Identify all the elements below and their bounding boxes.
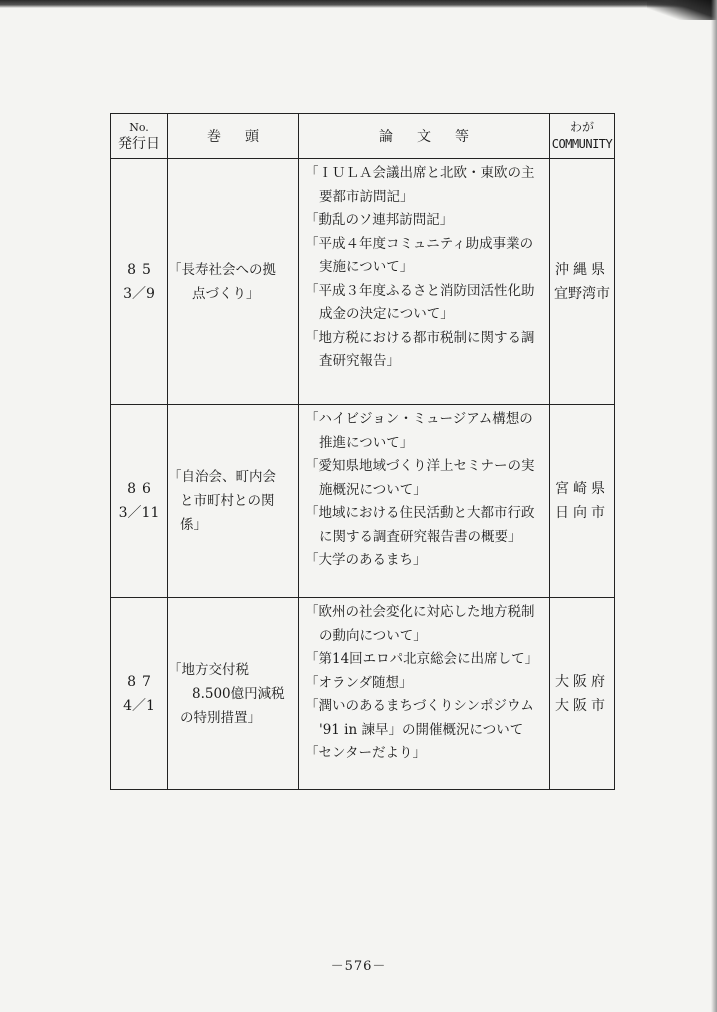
header-ronbun	[299, 114, 550, 159]
article-line: に関する調査研究報告書の概要」	[319, 528, 522, 545]
article-line: の動向について」	[319, 627, 427, 644]
scan-edge-corner	[647, 0, 717, 20]
city: 日向市	[555, 505, 609, 521]
issue-date: 3／11	[118, 505, 160, 521]
article-line: 査研究報告」	[319, 353, 400, 369]
issue-number: 86	[127, 481, 157, 497]
articles-cell	[299, 159, 550, 405]
header-no-label: No.	[129, 121, 149, 134]
article-line: 「潤いのあるまちづくりシンポジウム	[305, 698, 534, 714]
table-row	[111, 405, 615, 598]
kanto-cell	[168, 598, 299, 790]
kanto-line: 係」	[180, 517, 207, 533]
articles-cell	[299, 598, 550, 790]
article-line: 「地方税における都市税制に関する調	[305, 329, 535, 346]
kanto-line: 「地方交付税	[168, 661, 249, 678]
header-community-label: COMMUNITY	[551, 137, 613, 151]
issue-number: 85	[127, 261, 157, 278]
issue-cell	[111, 598, 168, 790]
kanto-line: 「長寿社会への拠	[168, 261, 276, 278]
kanto-cell	[168, 159, 299, 405]
article-line: 成金の決定について」	[319, 306, 454, 322]
table-row	[111, 159, 615, 405]
header-kanto-label: 巻頭	[207, 129, 283, 145]
kanto-line: と市町村との関	[180, 493, 275, 509]
article-line: 要都市訪問記」	[319, 188, 414, 205]
article-line: 「平成３年度ふるさと消防団活性化助	[305, 282, 535, 299]
kanto-cell	[168, 405, 299, 598]
city: 宜野湾市	[554, 285, 610, 302]
issue-number: 87	[127, 673, 157, 690]
header-kanto	[168, 114, 299, 159]
header-waga-label: わが	[569, 120, 594, 134]
scan-edge-right	[711, 0, 717, 1012]
prefecture: 宮崎県	[555, 481, 609, 497]
article-line: 「センターだより」	[305, 745, 426, 761]
prefecture: 沖縄県	[555, 261, 609, 278]
header-no	[111, 114, 168, 159]
article-line: 「愛知県地域づくり洋上セミナーの実	[305, 458, 535, 474]
article-line: 「第14回エロパ北京総会に出席して」	[305, 651, 539, 667]
kanto-line: 8.500億円減税	[192, 685, 285, 702]
header-waga	[550, 114, 615, 159]
page-number: －576－	[330, 959, 387, 974]
article-line: 「ハイビジョン・ミュージアム構想の	[305, 411, 533, 427]
prefecture: 大阪府	[555, 673, 609, 690]
city: 大阪市	[555, 697, 609, 714]
article-line: 実施について」	[319, 259, 414, 275]
article-line: 「オランダ随想」	[305, 674, 413, 691]
issue-cell	[111, 159, 168, 405]
waga-community-cell	[550, 405, 615, 598]
issue-cell	[111, 405, 168, 598]
article-line: 「地域における住民活動と大都市行政	[305, 505, 535, 521]
kanto-line: の特別措置」	[180, 709, 261, 726]
article-line: 「動乱のソ連邦訪問記」	[305, 212, 454, 228]
issue-date: 3／9	[123, 285, 155, 302]
article-line: 「欧州の社会変化に対応した地方税制	[305, 604, 535, 620]
header-date-label: 発行日	[118, 136, 160, 152]
scan-edge-top	[0, 0, 717, 8]
issue-date: 4／1	[123, 697, 155, 714]
article-line: 「ＩＵＬＡ会議出席と北欧・東欧の主	[305, 165, 535, 181]
article-line: '91 in 諫早」の開催概況について	[319, 721, 524, 738]
articles-cell	[299, 405, 550, 598]
kanto-line: 「自治会、町内会	[168, 469, 276, 485]
table-row	[111, 598, 615, 790]
article-line: 「平成４年度コミュニティ助成事業の	[305, 235, 534, 252]
header-ronbun-label: 論文等	[379, 129, 493, 145]
waga-community-cell	[550, 598, 615, 790]
waga-community-cell	[550, 159, 615, 405]
article-line: 施概況について」	[319, 481, 427, 498]
header-row	[111, 114, 615, 159]
article-line: 推進について」	[319, 434, 414, 451]
article-line: 「大学のあるまち」	[305, 552, 427, 568]
kanto-line: 点づくり」	[192, 285, 260, 302]
journal-index-table	[110, 113, 615, 790]
